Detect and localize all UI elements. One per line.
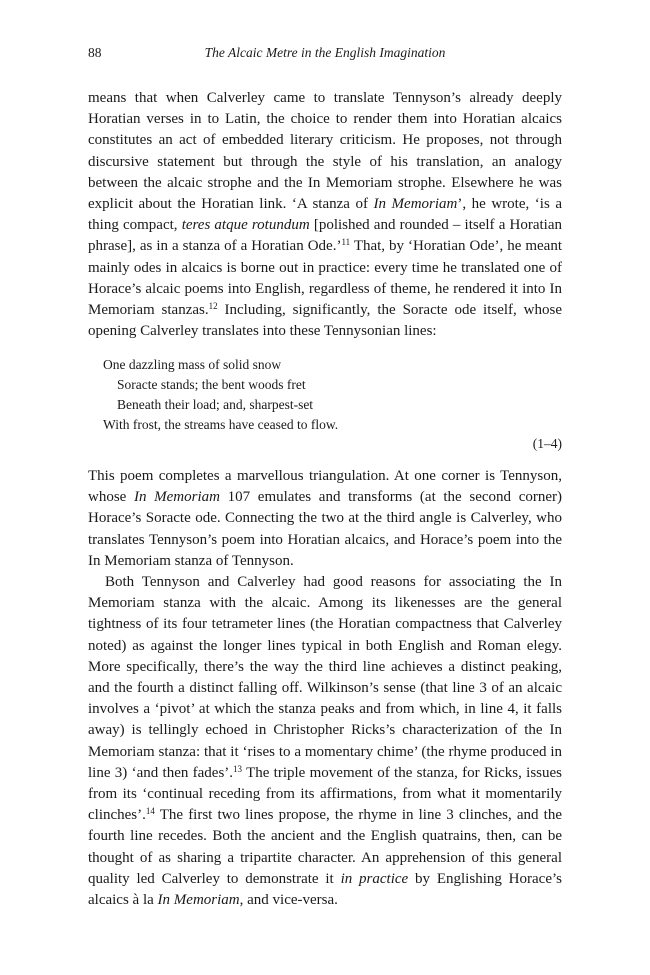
running-head	[88, 45, 562, 65]
text-run: by Englishing Horace’s alcaics à la	[88, 870, 562, 909]
text-run: 107 emulates and transforms (at the second corner) Horace’s Soracte ode. Connecting the two at the third angle is Calverley, who translates Tennyson’s poem into Horatian alcaics, and Horace’s poem into the In Memoriam stanza of Tennyson.	[88, 489, 562, 569]
text-run: ’, he wrote, ‘is a thing compact,	[88, 196, 562, 234]
italic-title: In Memoriam	[157, 892, 240, 909]
paragraph-2-text	[88, 466, 562, 572]
text-run: means that when Calverley came to translate Tennyson’s already deeply Horatian verses in to Latin, the choice to render them into Horatian alcaics constitutes an act of embedded literary criticism. He proposes, not through discursive statement but through the style of his translation, an analogy between the alcaic strophe and the In Memoriam strophe. Elsewhere he was explicit about the Horatian link. ‘A stanza of	[88, 90, 562, 213]
body-continued	[88, 466, 562, 911]
paragraph-3-text	[88, 572, 562, 911]
text-run: Both Tennyson and Calverley had good reasons for associating the In Memoriam stanza with the alcaic. Among its likenesses are the general tightness of its four tetrameter lines (the Horatian compactness that Calverley noted) as against the longer lines typical in both English and Roman elegy. More specifically, there’s the way the third line achieves a distinct peaking, and the fourth a distinct falling off. Wilkinson’s sense (that line 3 of an alcaic involves a ‘pivot’ at which the stanza peaks and from which, in line 4, it falls away) is tellingly echoed in Christopher Ricks’s characterization of the In Memoriam stanza: that it ‘rises to a momentary chime’ (the rhyme produced in line 3) ‘and then fades’.	[88, 574, 562, 781]
italic-phrase: in practice	[340, 870, 409, 887]
text-run: This poem completes a marvellous triangulation. At one corner is Tennyson, whose	[88, 468, 562, 506]
italic-phrase: teres atque rotundum	[181, 217, 310, 234]
verse-line-reference: (1–4)	[532, 436, 562, 451]
italic-title: In Memoriam	[134, 489, 220, 506]
footnote-marker-11[interactable]: 11	[341, 237, 351, 248]
verse-line-2: Soracte stands; the bent woods fret	[117, 377, 306, 392]
text-run: [polished and rounded – itself a Horatian phrase], as in a stanza of a Horatian Ode.’	[88, 217, 562, 255]
text-run: Including, significantly, the Soracte ode itself, whose opening Calverley translates into these Tennysonian lines:	[88, 302, 562, 340]
verse-quotation	[103, 355, 338, 435]
footnote-marker-14[interactable]: 14	[145, 806, 155, 817]
paragraph-1-text	[88, 88, 562, 342]
text-run: The first two lines propose, the rhyme in line 3 clinches, and the fourth line recedes. Both the ancient and the English quatrains, then, can be thought of as sharing a tripartite character. An apprehension of this general quality led Calverley to demonstrate it	[88, 807, 562, 887]
paragraph-1	[88, 88, 562, 342]
verse-line-4: With frost, the streams have ceased to flow.	[103, 417, 339, 432]
footnote-marker-13[interactable]: 13	[233, 763, 243, 774]
page-number: 88	[88, 45, 102, 60]
text-run: , and vice-versa.	[239, 892, 338, 909]
italic-title: In Memoriam	[373, 196, 458, 213]
footnote-marker-12[interactable]: 12	[208, 301, 218, 312]
text-run: The triple movement of the stanza, for Ricks, issues from its ‘continual receding from its affirmations, from what it momentarily clinches’.	[88, 764, 563, 824]
running-title: The Alcaic Metre in the English Imagination	[204, 45, 446, 60]
verse-line-3: Beneath their load; and, sharpest-set	[117, 397, 314, 412]
text-run: That, by ‘Horatian Ode’, he meant mainly odes in alcaics is borne out in practice: every time he translated one of Horace’s alcaic poems into English, regardless of theme, he rendered it into In Memoriam stanzas.	[88, 238, 562, 319]
verse-line-1: One dazzling mass of solid snow	[103, 357, 282, 372]
